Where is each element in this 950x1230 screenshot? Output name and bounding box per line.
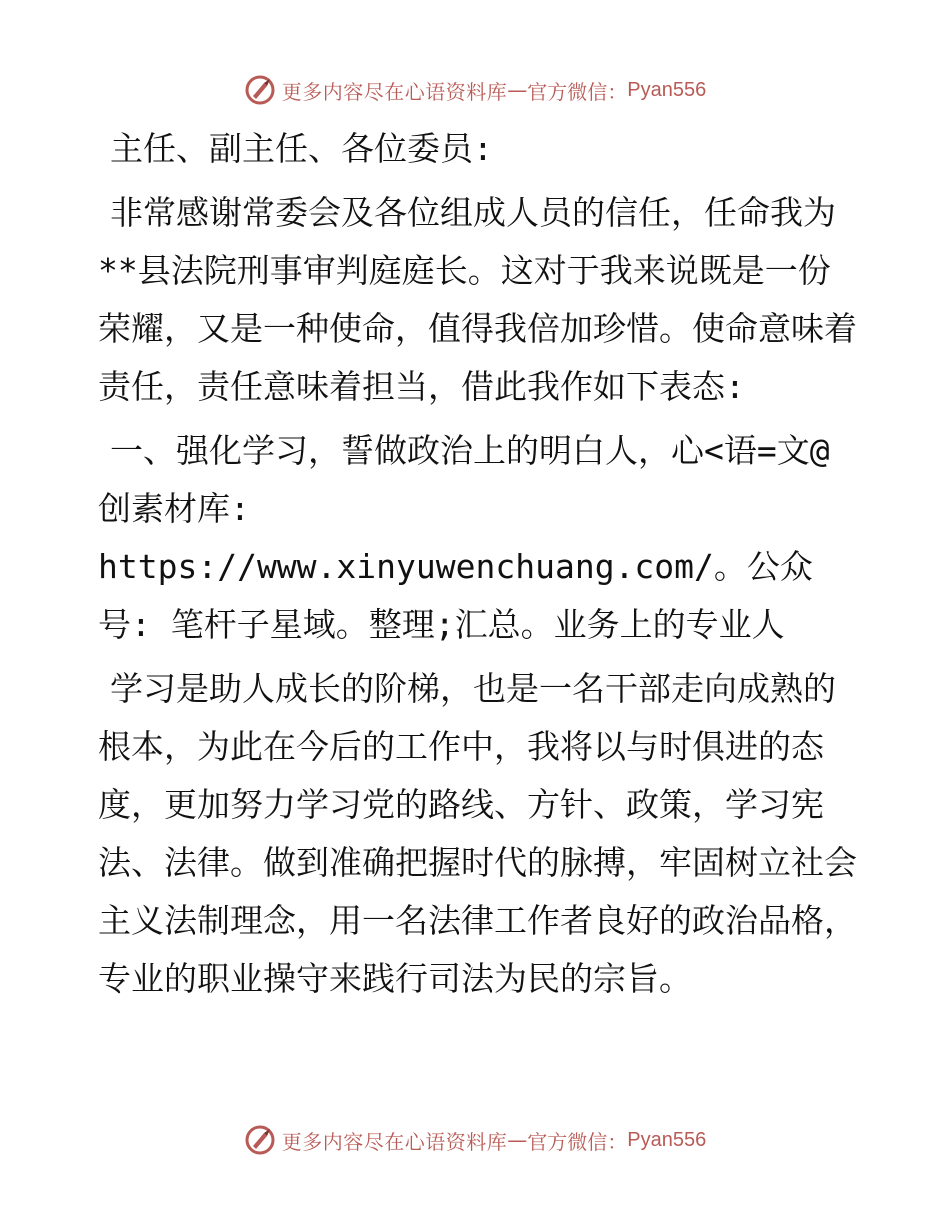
banner-separator: — — [507, 78, 528, 102]
banner-wechat-id: Pyan556 — [627, 1128, 707, 1151]
document-body — [98, 120, 858, 1008]
banner-site-text: 更多内容尽在心语资料库 — [281, 79, 508, 104]
greeting: 主任、副主任、各位委员: — [110, 129, 493, 168]
paragraph-learning: 学习是助人成长的阶梯，也是一名干部走向成熟的根本，为此在今后的工作中，我将以与时俱进的态度，更加努力学习党的路线、方针、政策，学习宪法、法律。做到准确把握时代的脉搏，牢固树立社会主义法制理念，用一名法律工作者良好的政治品格，专业的职业操守来践行司法为民的宗旨。 — [98, 669, 857, 998]
pen-logo-icon — [244, 74, 276, 106]
banner-wechat-label: 官方微信： — [527, 1129, 628, 1154]
header-banner — [0, 70, 950, 110]
banner-wechat-id: Pyan556 — [627, 78, 707, 101]
banner-site-text: 更多内容尽在心语资料库 — [281, 1129, 508, 1154]
section-heading-1: 一、强化学习，誓做政治上的明白人，心<语=文@创素材库: https://www.xinyuwenchuang.com/。公众号: 笔杆子星域。整理;汇总。业务上的专业人 — [98, 431, 830, 644]
banner-separator: — — [507, 1128, 528, 1152]
banner-wechat-label: 官方微信： — [527, 79, 628, 104]
paragraph-appreciation: 非常感谢常委会及各位组成人员的信任，任命我为**县法院刑事审判庭庭长。这对于我来说既是一份荣耀，又是一种使命，值得我倍加珍惜。使命意味着责任，责任意味着担当，借此我作如下表态: — [98, 193, 857, 406]
pen-logo-icon — [244, 1124, 276, 1156]
footer-banner — [0, 1120, 950, 1160]
